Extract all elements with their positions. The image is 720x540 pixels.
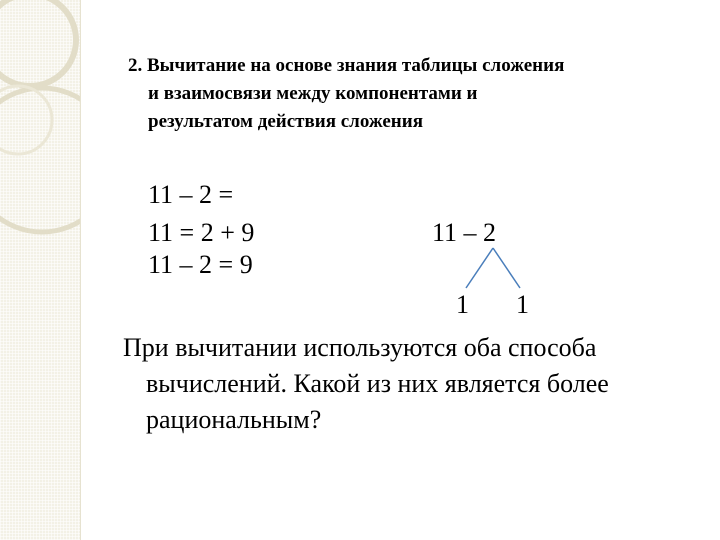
decomposition-tree-lines — [450, 246, 540, 292]
equation-line-1: 11 – 2 = — [148, 180, 234, 209]
question-line-2: вычислений. Какой из них является более — [146, 369, 609, 398]
question-line-1: При вычитании используются оба способа — [123, 333, 597, 362]
decorative-circles-icon — [0, 0, 80, 540]
question-line-3: рациональным? — [146, 405, 322, 434]
slide-heading — [128, 52, 708, 136]
decomposition-left-part: 1 — [456, 290, 469, 319]
decomposition-expression: 11 – 2 — [432, 218, 497, 247]
equation-line-3: 11 – 2 = 9 — [148, 250, 253, 279]
decomposition-right-part: 1 — [516, 290, 529, 319]
heading-line-1: 2. Вычитание на основе знания таблицы сложения — [128, 55, 565, 76]
equation-line-2: 11 = 2 + 9 — [148, 218, 255, 247]
decorative-sidebar — [0, 0, 81, 540]
heading-line-3: результатом действия сложения — [148, 111, 423, 132]
question-text — [123, 330, 609, 438]
heading-line-2: и взаимосвязи между компонентами и — [148, 83, 478, 104]
